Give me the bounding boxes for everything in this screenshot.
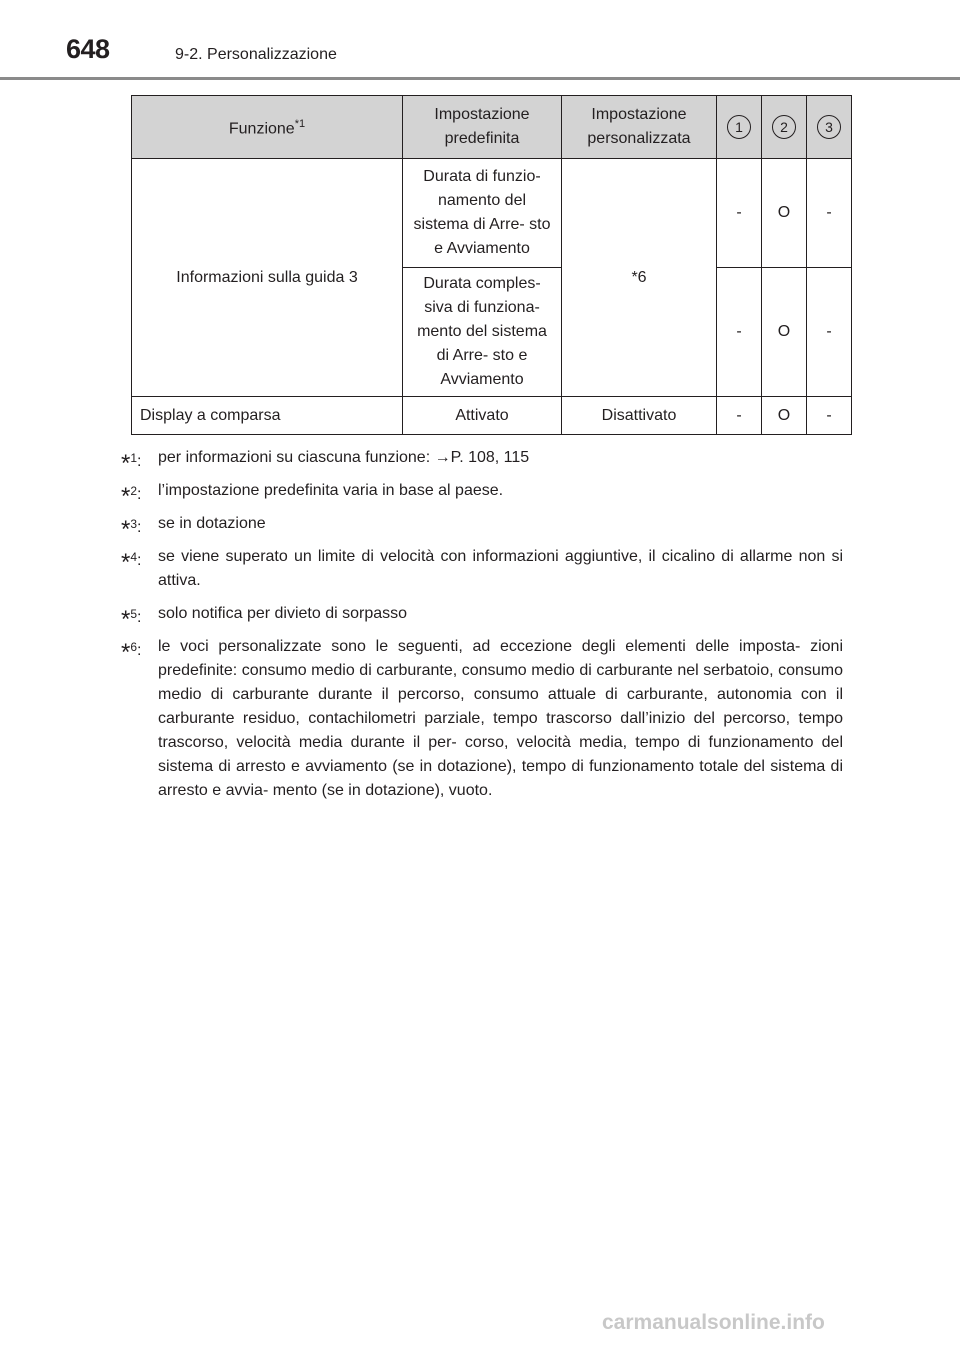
table-row — [132, 159, 852, 268]
row-col-1: - — [717, 159, 762, 268]
row-default: Durata comples- siva di funziona- mento del sistema di Arre- sto e Avviamento — [403, 268, 562, 397]
table-header-row — [132, 96, 852, 159]
header-col-2 — [762, 96, 807, 159]
header-custom: Impostazione personalizzata — [562, 96, 717, 159]
header-rule — [0, 77, 960, 80]
row-col-2: O — [762, 397, 807, 435]
customization-table — [131, 95, 852, 435]
page-number: 648 — [66, 34, 110, 64]
row-custom: Disattivato — [562, 397, 717, 435]
footnotes — [121, 446, 843, 812]
footnote-5: *$^5$: solo notifica per divieto di sorpasso — [121, 605, 408, 633]
row-col-2: O — [762, 268, 807, 397]
watermark: carmanualsonline.info — [602, 1311, 825, 1334]
row-col-3: - — [807, 268, 852, 397]
footnote-2: *$^2$: l’impostazione predefinita varia in base al paese. — [121, 482, 504, 510]
header-col-1 — [717, 96, 762, 159]
row-function: Informazioni sulla guida 3 — [132, 159, 403, 397]
row-col-3: - — [807, 159, 852, 268]
section-title: 9-2. Personalizzazione — [175, 46, 337, 63]
row-col-3: - — [807, 397, 852, 435]
row-default: Attivato — [403, 397, 562, 435]
circled-1-icon: 1 — [727, 115, 751, 139]
row-col-1: - — [717, 397, 762, 435]
footnote-4: *$^4$: se viene superato un limite di velocità con informazioni aggiuntive, il cicalino di allarme non si attiva. — [121, 548, 843, 589]
footnote-6: *$^6$: le voci personalizzate sono le seguenti, ad eccezione degli elementi delle imposta- zioni predefinite: consumo medio di carburante, consumo medio di carburante nel serbatoio, consumo medio di carburante durante il percorso, consumo attuale di carburante, autonomia con il carburante residuo, contachilometri parziale, tempo trascorso dall’inizio del percorso, tempo trascorso, velocità media durante il per- corso, velocità media, tempo di funzionamento del sistema di arresto e avviamento (se in dotazione), tempo di funzionamento totale del sistema di arresto e avvia- mento (se in dotazione), vuoto. — [121, 638, 843, 799]
row-col-1: - — [717, 268, 762, 397]
footnote-ref-1: *1 — [294, 118, 306, 131]
header-col-3 — [807, 96, 852, 159]
footnote-3: *$^3$: se in dotazione — [121, 515, 266, 543]
row-default: Durata di funzio- namento del sistema di Arre- sto e Avviamento — [403, 159, 562, 268]
table-row — [132, 397, 852, 435]
header-default: Impostazione predefinita — [403, 96, 562, 159]
page-header — [0, 0, 960, 80]
footnote-1: *$^1$: per informazioni su ciascuna funzione: →P. 108, 115 — [121, 449, 530, 477]
row-col-2: O — [762, 159, 807, 268]
header-function: Funzione$^{*1}$ — [132, 96, 403, 159]
row-function: Display a comparsa — [132, 397, 403, 435]
row-custom: *6 — [562, 159, 717, 397]
circled-2-icon: 2 — [772, 115, 796, 139]
circled-3-icon: 3 — [817, 115, 841, 139]
